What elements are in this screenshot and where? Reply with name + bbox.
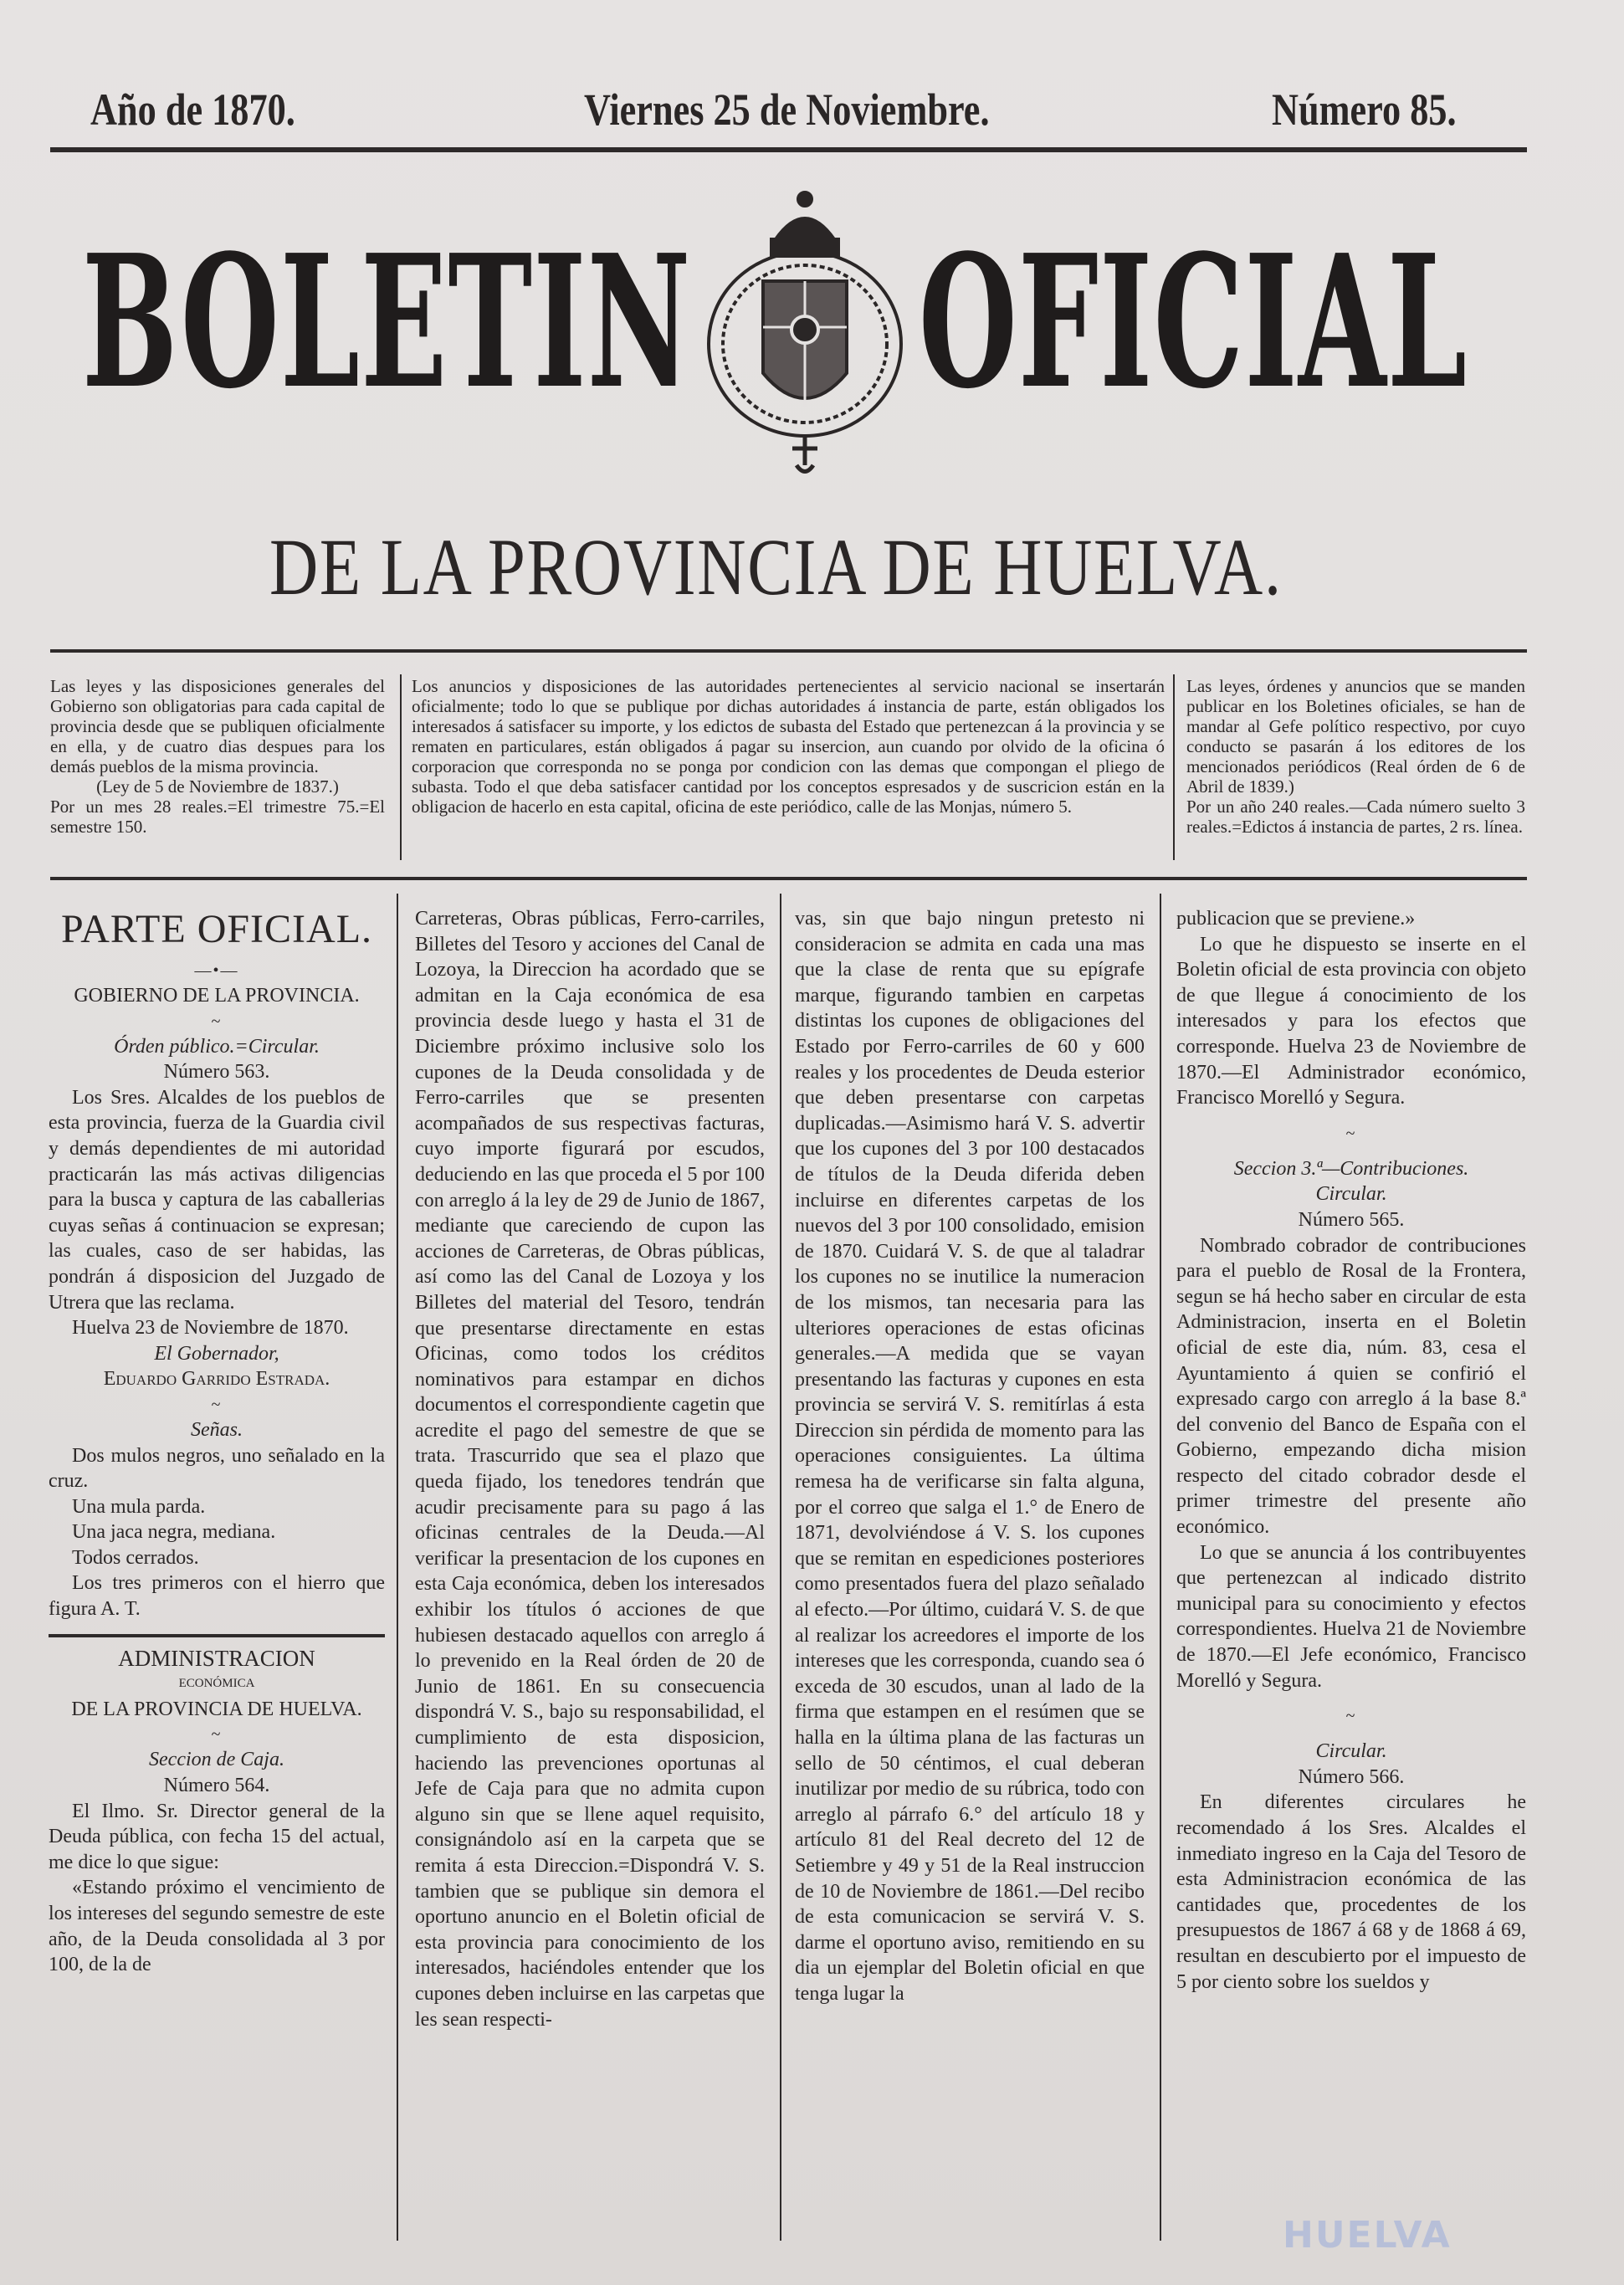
title-right: OFICIAL [919,215,1468,429]
issue-number: Número 85. [1272,85,1457,135]
list-item: Una jaca negra, mediana. [72,1521,276,1544]
admin-sub: ECONÓMICA [178,1677,255,1691]
notice-left [50,676,385,837]
notices-top-rule [50,649,1527,653]
date-label: Viernes 25 de Noviembre. [584,85,990,135]
notice-right-text: Las leyes, órdenes y anuncios que se manden publicar en los Boletines oficiales, se han de mandar al Gefe político respectivo, por cuyo conducto se pasarán á los editores de los mencionados periódicos (Real órden de 6 de Abril de 1839.) [1186,676,1525,797]
signer-name: Eduardo Garrido Estrada. [103,1368,330,1391]
section-title: Órden público.=Circular. [114,1035,320,1058]
ornament: ~ [211,1012,223,1031]
list-item: Los tres primeros con el hierro que figura A. T. [49,1572,385,1621]
column-divider-2 [780,894,781,2241]
coat-of-arms-emblem [696,181,914,482]
number-label: Número 563. [163,1061,270,1084]
article-body: Lo que he dispuesto se inserte en el Boletin oficial de esta provincia con objeto de que llegue á conocimiento de los interesados y para los efectos que corresponde. Huelva 23 de Noviembre de 1870.—El Administrador económico, Francisco Morelló y Segura. [1176,933,1526,1109]
ornament: ~ [1345,1707,1357,1726]
title-left: BOLETIN [82,215,692,429]
section-rule [49,1634,385,1637]
notice-right [1186,676,1525,837]
column-divider-1 [397,894,398,2241]
caja-title: Seccion de Caja. [149,1749,284,1771]
article-body: En diferentes circulares he recomendado á los Sres. Alcaldes el inmediato ingreso en la Caja del Tesoro de esta Administracion económica de las cantidades que, procedentes de los presupuestos de 1867 á 68 y de 1868 á 69, resultan en descubierto por el impuesto de 5 por ciento sobre los sueldos y [1176,1791,1526,1993]
column-divider-3 [1160,894,1161,2241]
notice-divider-1 [400,674,402,860]
gov-heading: GOBIERNO DE LA PROVINCIA. [74,985,360,1007]
column-1 [49,906,385,1978]
notices-bottom-rule [50,877,1527,880]
circular-label: Circular. [1315,1183,1387,1206]
column-4 [1176,906,1526,1995]
column-2 [415,906,765,2032]
notice-divider-2 [1173,674,1175,860]
article-body: vas, sin que bajo ningun pretesto ni consideracion se admita en cada una mas que la clase de renta que su epígrafe marque, figurando tambien en carpetas distintas los cupones de obligaciones del Estado por Ferro-carriles de 60 y 600 reales y los procedentes de Deuda esterior que deben presentarse con carpetas duplicadas.—Asimismo hará V. S. advertir que los cupones del 3 por 100 destacados de títulos de la Deuda diferida deben incluirse en diferentes carpetas de los nuevos del 3 por 100 consolidado, emision de 1870. Cuidará V. S. de que al taladrar los cupones no se inutilice la numeracion de los mismos, tan necesaria para las ulteriores operaciones de estas oficinas generales.—A medida que se vayan presentando las facturas y cupones en esta provincia se servirá V. S. remitírlas á esta Direccion sin pérdida de momento para las operaciones consiguientes. La última remesa ha de verificarse sin falta alguna, por el correo que salga el 1.° de Enero de 1871, devolviéndose á V. S. los cupones que se remitan en espediciones posteriores como presentados fuera del plazo señalado al efecto.—Por último, cuidará V. S. de que al realizar los acreedores el importe de los intereses que les corresponda, cuando sea ó exceda de 30 escudos, unan al lado de la firma que estampen en el resúmen que se halla en la última plana de las facturas un sello de 50 céntimos, el cual deberan inutilizar por medio de su rúbrica, todo con arreglo al párrafo 6.° del artículo 18 y artículo 81 del Real decreto del 12 de Setiembre y 49 y 51 de la Real instruccion de 10 de Noviembre de 1861.—Del recibo de esta comunicacion se servirá V. S. darme el oportuno aviso, remitiendo en su dia un ejemplar del Boletin oficial en que tenga lugar la [795,908,1145,2005]
section-title: Seccion 3.ª—Contribuciones. [1233,1157,1469,1180]
notice-left-text: Las leyes y las disposiciones generales del Gobierno son obligatorias para cada capital de provincia desde que se publiquen oficialmente en ella, y de cuatro dias despues para los demás pueblos de la misma provincia. [50,676,385,776]
circular-label: Circular. [1315,1740,1387,1763]
ornament: —•— [194,961,239,980]
header-rule [50,147,1527,152]
admin-heading: ADMINISTRACION [118,1645,315,1671]
senas-title: Señas. [191,1418,243,1441]
article-body: Los Sres. Alcaldes de los pueblos de esta provincia, fuerza de la Guardia civil y demás dependientes de mi autoridad practicarán las más activas diligencias para la busca y captura de las caballerias cuyas señas á continuacion se expresan; las cuales, caso de ser habidas, las pondrán á disposicion del Juzgado de Utrera que las reclama. [49,1086,385,1314]
ornament: ~ [1345,1124,1357,1143]
parte-oficial-heading: PARTE OFICIAL. [60,907,373,951]
number-label: Número 565. [1298,1208,1405,1231]
list-item: Todos cerrados. [72,1546,199,1569]
article-body: «Estando próximo el vencimiento de los intereses del segundo semestre de este año, de la Deuda consolidada al 3 por 100, de la de [49,1877,385,1976]
article-body: Nombrado cobrador de contribuciones para el pueblo de Rosal de la Frontera, segun se há hecho saber en circular de esta Administracion, inserta en el Boletin oficial de este dia, núm. 83, cesa el Ayuntamiento á quien se confirió el expresado cargo con arreglo á la base 8.ª del convenio del Banco de España con el Gobierno, empezando dicha mision respecto del citado cobrador desde el primer trimestre del presente año económico. [1176,1234,1526,1539]
article-body: El Ilmo. Sr. Director general de la Deuda pública, con fecha 15 del actual, me dice lo que sigue: [49,1800,385,1873]
list-item: Una mula parda. [72,1495,206,1518]
article-date: Huelva 23 de Noviembre de 1870. [72,1317,349,1340]
huelva-watermark: HUELVA [1283,2214,1452,2257]
ornament: ~ [211,1395,223,1414]
article-body: publicacion que se previene.» [1176,908,1416,930]
number-label: Número 564. [163,1775,270,1797]
year-label: Año de 1870. [90,85,295,135]
notice-right-prices: Por un año 240 reales.—Cada número suelto 3 reales.=Edictos á instancia de partes, 2 rs. línea. [1186,797,1525,837]
number-label: Número 566. [1298,1765,1405,1788]
subtitle: DE LA PROVINCIA DE HUELVA. [269,522,1283,612]
notice-left-law: (Ley de 5 de Noviembre de 1837.) [96,776,339,797]
column-3 [795,906,1145,2007]
list-item: Dos mulos negros, uno señalado en la cruz. [49,1444,385,1493]
signer-title: El Gobernador, [154,1342,279,1365]
article-body: Lo que se anuncia á los contribuyentes que pertenezcan al indicado distrito municipal para su conocimiento y efectos correspondientes. Huelva 21 de Noviembre de 1870.—El Jefe económico, Francisco Morelló y Segura. [1176,1541,1526,1692]
admin-province: DE LA PROVINCIA DE HUELVA. [71,1698,362,1720]
ornament: ~ [211,1725,223,1744]
article-body: Carreteras, Obras públicas, Ferro-carriles, Billetes del Tesoro y acciones del Canal de Lozoya, la Direccion ha acordado que se admitan en la Caja económica de esa provincia desde luego y hasta el 31 de Diciembre próximo inclusive solo los cupones de la Deuda consolidada y de Ferro-carriles que se presenten acompañados de sus respectivas facturas, cuyo importe figurará por escudos, deduciendo en las que proceda el 5 por 100 con arreglo á la ley de 29 de Junio de 1867, mediante que careciendo de cupon las acciones de Carreteras, de Obras públicas, así como las del Canal de Lozoya y los Billetes del material del Tesoro, tendrán que presentarse directamente en estas Oficinas, como todos los créditos nominativos para estampar en dichos documentos el correspondiente cagetin que acredite el pago del semestre de que se trata. Trascurrido que sea el plazo que queda fijado, los tenedores tendrán que acudir precisamente para su pago á las oficinas centrales de la Deuda.—Al verificar la presentacion de los cupones en esta Caja económica, deben los interesados exhibir los títulos ó acciones de que hubiesen destacado aquellos con arreglo á lo prevenido en la Real órden de 20 de Junio de 1861. En su consecuencia dispondrá V. S., bajo su responsabilidad, el cumplimiento de esta disposicion, haciendo las prevenciones oportunas al Jefe de Caja para que no admita cupon alguno sin que se llene aquel requisito, consignándolo así en la carpeta que se remita á esta Direccion.=Dispondrá V. S. tambien que se publique sin demora el oportuno anuncio en el Boletin oficial de esta provincia para conocimiento de los interesados, haciéndoles entender que los cupones deben incluirse en las carpetas que les sean respecti- [415,908,765,2031]
notice-left-prices: Por un mes 28 reales.=El trimestre 75.=El semestre 150. [50,797,385,837]
notice-middle: Los anuncios y disposiciones de las autoridades pertenecientes al servicio nacional se insertarán oficialmente; todo lo que se publique por dichas autoridades á instancia de parte, están obligados los interesados á satisfacer su importe, y los edictos de subasta del Estado que pertenezcan á la provincia y se rematen en particulares, están obligados á pagar su insercion, aun cuando por olvido de la oficina ó corporacion que corresponda no se ponga por condicion con las demas que compongan el pliego de subasta. Todo el que deba satisfacer cantidad por los conceptos espresados y de suscricion están en la obligacion de hacerlo en esta capital, oficina de este periódico, calle de las Monjas, número 5. [412,676,1165,817]
